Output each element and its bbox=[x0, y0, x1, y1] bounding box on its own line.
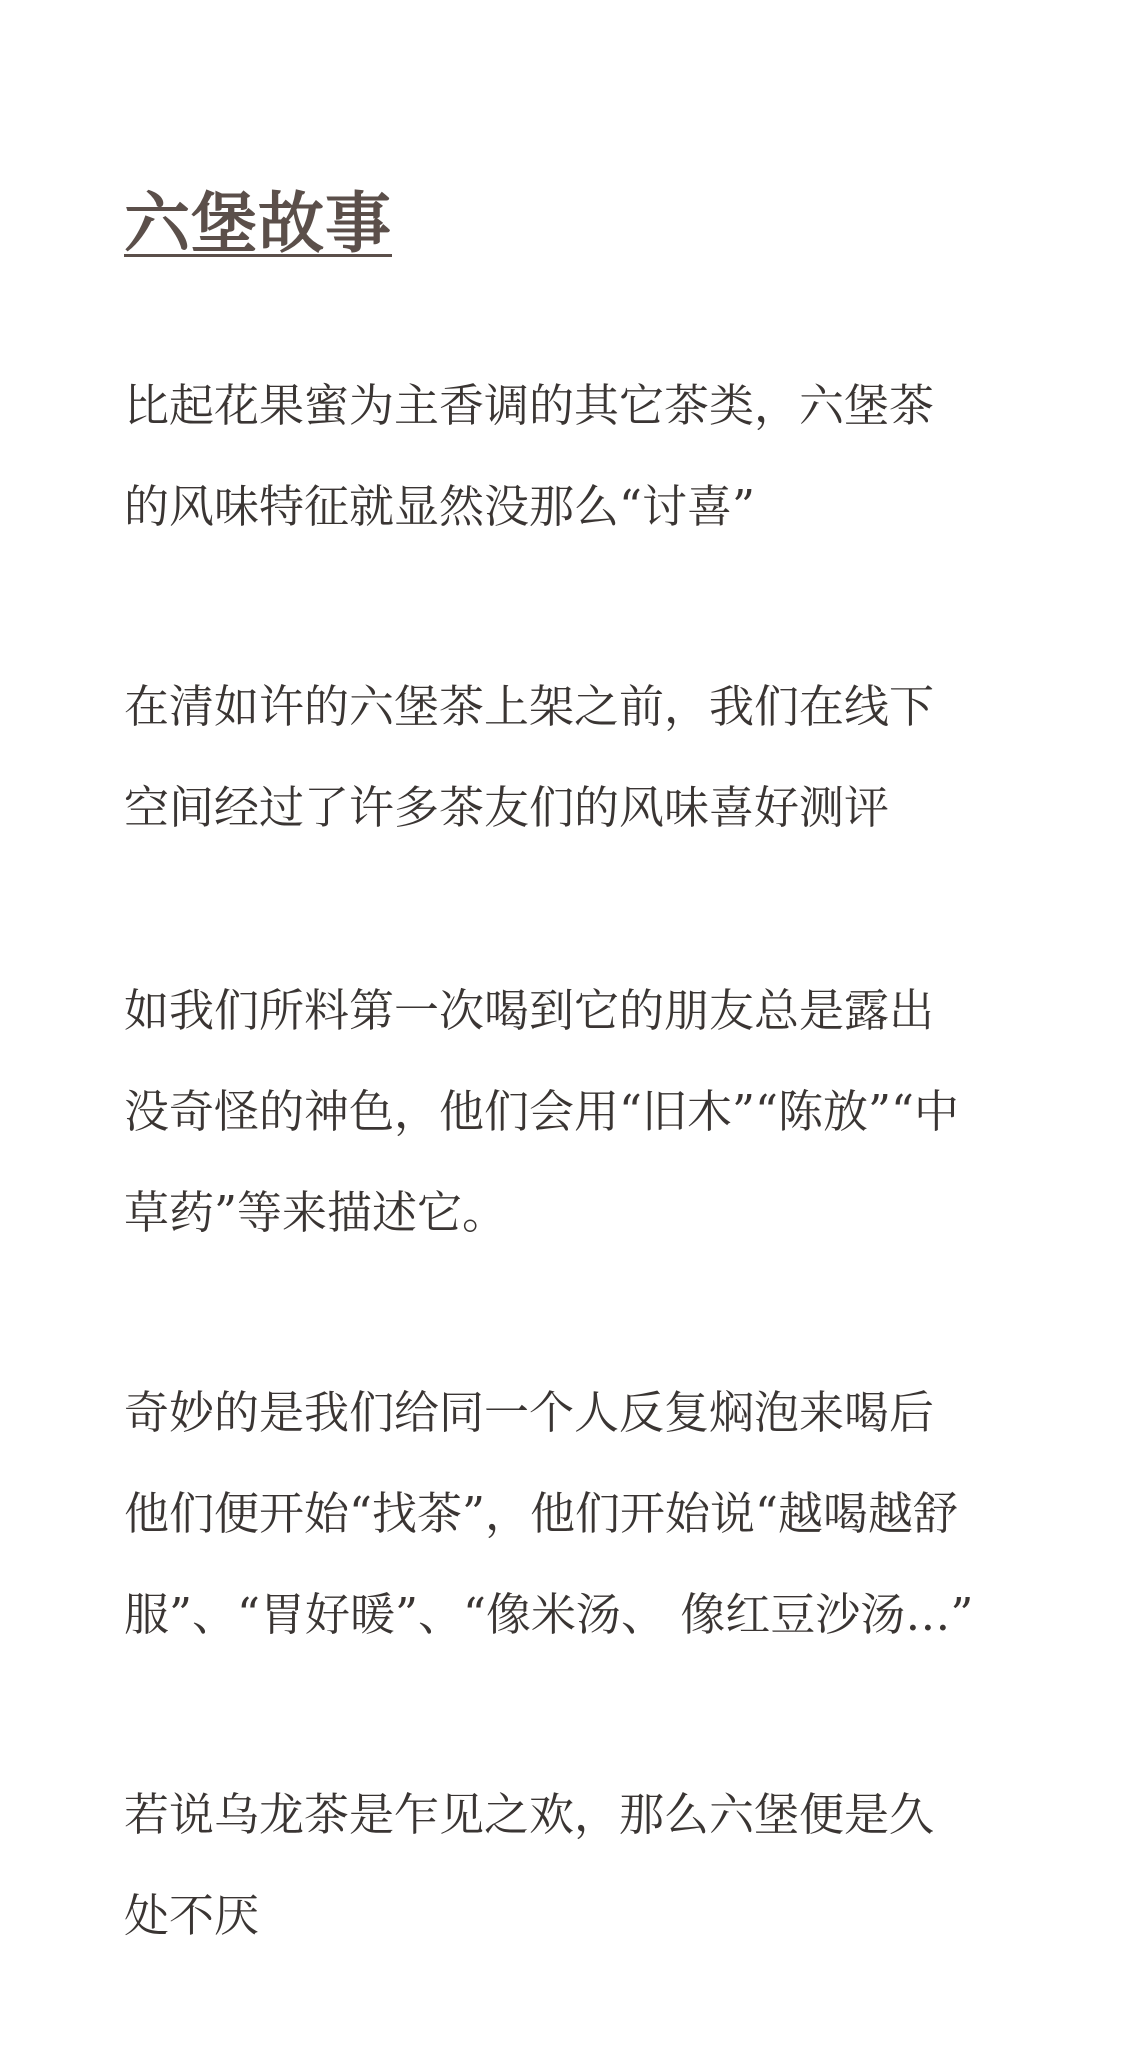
paragraph-3-line-1: 如我们所料第一次喝到它的朋友总是露出 bbox=[124, 984, 935, 1037]
paragraph-2-line-1: 在清如许的六堡茶上架之前，我们在线下 bbox=[124, 680, 935, 733]
paragraph-5-line-2: 处不厌 bbox=[124, 1889, 260, 1942]
paragraph-1-line-1: 比起花果蜜为主香调的其它茶类，六堡茶 bbox=[124, 379, 935, 432]
story-paragraph-2 bbox=[124, 656, 1024, 858]
paragraph-2-line-2: 空间经过了许多茶友们的风味喜好测评 bbox=[124, 781, 890, 834]
paragraph-4-line-1: 奇妙的是我们给同一个人反复焖泡来喝后 bbox=[124, 1386, 935, 1439]
paragraph-1-line-2: 的风味特征就显然没那么“讨喜” bbox=[124, 480, 756, 533]
paragraph-3-line-2: 没奇怪的神色，他们会用“旧木”“陈放”“中 bbox=[124, 1085, 960, 1138]
story-paragraph-1 bbox=[124, 355, 1024, 557]
page-title: 六堡故事 bbox=[124, 184, 392, 262]
story-paragraph-3 bbox=[124, 960, 1024, 1263]
paragraph-5-line-1: 若说乌龙茶是乍见之欢，那么六堡便是久 bbox=[124, 1788, 935, 1841]
story-paragraph-5 bbox=[124, 1764, 1024, 1966]
story-paragraph-4 bbox=[124, 1362, 1024, 1665]
paragraph-4-line-2: 他们便开始“找茶”，他们开始说“越喝越舒 bbox=[124, 1487, 959, 1540]
paragraph-3-line-3: 草药”等来描述它。 bbox=[124, 1186, 508, 1239]
paragraph-4-line-3: 服”、“胃好暖”、“像米汤、 像红豆沙汤…” bbox=[124, 1588, 974, 1641]
